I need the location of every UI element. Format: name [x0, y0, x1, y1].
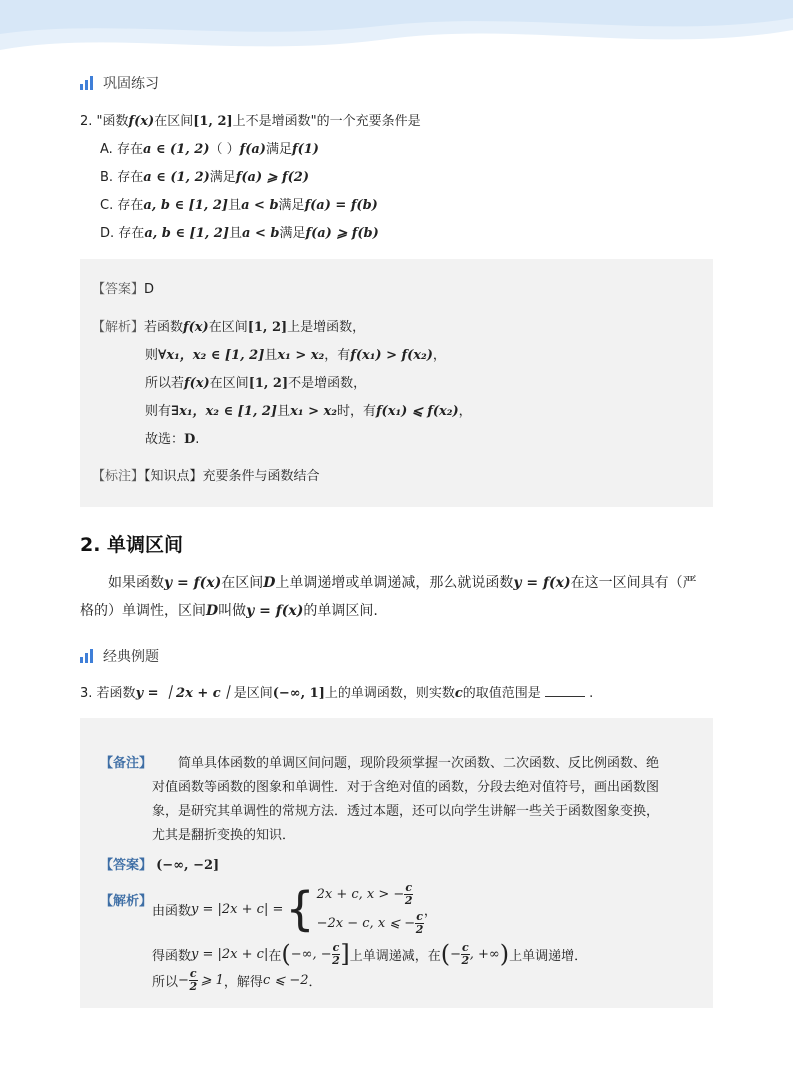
analysis-line-3: 所以 − $\frac{c}{2}$ ⩾ 1 ，解得 c ⩽ −2 ．	[152, 967, 322, 993]
heading-monotonic-interval: 2. 单调区间	[80, 534, 184, 556]
remark-line-2: 对值函数等函数的图象和单调性．对于含绝对值的函数，分段去绝对值符号，画出函数图	[152, 780, 660, 795]
header-wave-banner	[0, 0, 793, 58]
answer-blank[interactable]	[545, 684, 585, 697]
remark-line-3: 象，是研究其单调性的常规方法．透过本题，还可以向学生讲解一些关于函数图象变换，	[152, 804, 660, 819]
question-3-stem: 3. 若函数y = ｜2x + c｜是区间(−∞, 1]上的单调函数，则实数c的取值范围是 .	[80, 686, 594, 701]
analysis-line-4: 则有∃x₁，x₂ ∈ [1, 2]且x₁ > x₂时，有f(x₁) ⩽ f(x₂)，	[145, 404, 472, 419]
answer-row: 【答案】D	[92, 282, 155, 297]
analysis-line-1: 【解析】若函数f(x)在区间[1, 2]上是增函数，	[92, 320, 366, 335]
piecewise-definition: 由函数 y = |2x + c| = { 2x + c, x > − $\frac{c}{2}$ −2x − c, x ⩽ − $\frac{c}{2}$ ，	[152, 881, 437, 936]
option-a[interactable]: A. 存在a ∈ (1, 2)（ ）f(a)满足f(1)	[100, 142, 319, 157]
analysis-line-5: 故选：D.	[145, 432, 200, 447]
bar-chart-icon	[80, 649, 93, 663]
section-consolidation-heading	[80, 73, 159, 93]
remark-line-1: 简单具体函数的单调区间问题，现阶段须掌握一次函数、二次函数、反比例函数、绝	[178, 756, 660, 771]
analysis-line-3: 所以若f(x)在区间[1, 2]不是增函数，	[145, 376, 367, 391]
question-2-stem: 2. "函数f(x)在区间[1, 2]上不是增函数"的一个充要条件是	[80, 114, 421, 129]
answer-value: D	[144, 282, 155, 297]
definition-line-2: 格的）单调性，区间D叫做y = f(x)的单调区间.	[80, 603, 378, 619]
answer-value: (−∞, −2]	[156, 858, 220, 873]
analysis-tag: 【解析】	[100, 894, 153, 909]
answer-row-q3: 【答案】 (−∞, −2]	[100, 858, 220, 873]
annotation-row: 【标注】【知识点】充要条件与函数结合	[92, 469, 320, 484]
option-d[interactable]: D. 存在a, b ∈ [1, 2]且a < b满足f(a) ⩾ f(b)	[100, 226, 379, 241]
section-title: 巩固练习	[103, 76, 159, 92]
option-c[interactable]: C. 存在a, b ∈ [1, 2]且a < b满足f(a) = f(b)	[100, 198, 378, 213]
bar-chart-icon	[80, 76, 93, 90]
remark-line-4: 尤其是翻折变换的知识．	[152, 828, 296, 843]
section-title: 经典例题	[103, 649, 159, 665]
section-classic-examples-heading	[80, 646, 159, 666]
analysis-line-2: 得函数 y = |2x + c| 在 ( −∞, − $\frac{c}{2}$ ] 上单调递减，在 ( − $\frac{c}{2}$ , +∞ ) 上单调递增．	[152, 940, 588, 968]
option-b[interactable]: B. 存在a ∈ (1, 2)满足f(a) ⩾ f(2)	[100, 170, 309, 185]
remark-tag: 【备注】	[100, 756, 153, 771]
analysis-line-2: 则∀x₁，x₂ ∈ [1, 2]且x₁ > x₂，有f(x₁) > f(x₂)，	[145, 348, 446, 363]
definition-line-1: 如果函数y = f(x)在区间D上单调递增或单调递减，那么就说函数y = f(x)在这一区间具有（严	[108, 575, 697, 591]
